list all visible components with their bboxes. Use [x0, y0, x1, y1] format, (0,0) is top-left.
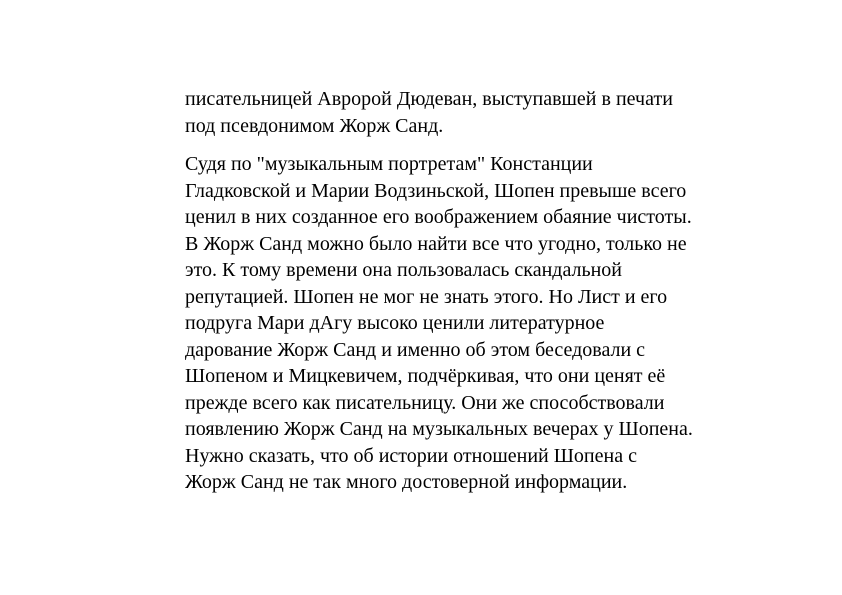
text-line: писательницей Авророй Дюдеван, выступавшей в печати: [185, 88, 673, 110]
text-line: Нужно сказать, что об истории отношений Шопена с: [185, 444, 637, 467]
text-line: дарование Жорж Санд и именно об этом беседовали с: [185, 338, 646, 361]
text-line: Гладковской и Марии Водзиньской, Шопен превыше всего: [185, 179, 687, 202]
text-line: В Жорж Санд можно было найти все что угодно, только не: [185, 232, 687, 255]
text-line: Жорж Санд не так много достоверной информации.: [185, 471, 628, 493]
paragraph-1: [185, 86, 765, 139]
text-line: подруга Мари дАгу высоко ценили литературное: [185, 312, 605, 334]
text-line: ценил в них созданное его воображением обаяние чистоты.: [185, 206, 692, 228]
paragraph-spacer: [185, 139, 765, 151]
paragraph-2: [185, 151, 765, 496]
text-line: прежде всего как писательницу. Они же способствовали: [185, 391, 665, 414]
text-line: Шопеном и Мицкевичем, подчёркивая, что они ценят её: [185, 365, 666, 387]
text-line: под псевдонимом Жорж Санд.: [185, 114, 444, 137]
text-line: появлению Жорж Санд на музыкальных вечерах у Шопена.: [185, 418, 693, 440]
text-line: это. К тому времени она пользовалась скандальной: [185, 259, 623, 281]
body-text: [185, 86, 765, 496]
text-line: Судя по "музыкальным портретам" Констанции: [185, 153, 593, 175]
text-line: репутацией. Шопен не мог не знать этого. Но Лист и его: [185, 285, 668, 308]
